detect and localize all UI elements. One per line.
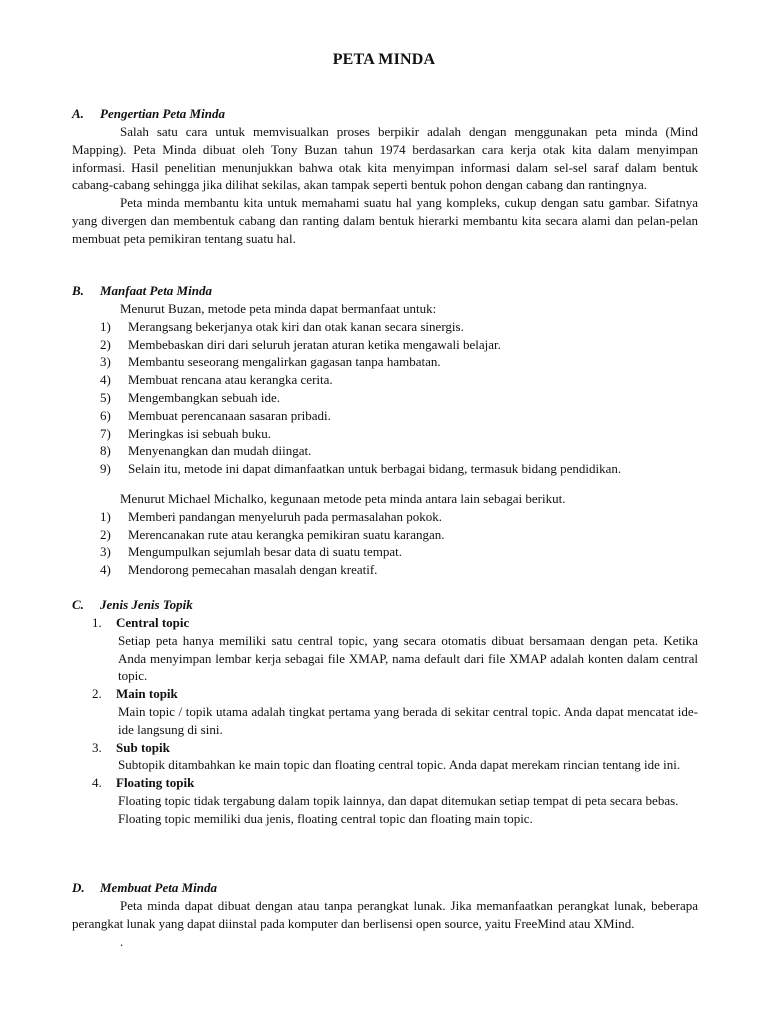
section-c-heading xyxy=(72,596,698,614)
list-item xyxy=(72,407,698,425)
topic-body: Subtopik ditambahkan ke main topic dan floating central topic. Anda dapat merekam rincian tentang ide ini. xyxy=(118,757,681,773)
list-item xyxy=(72,442,698,460)
topic-number: 3. xyxy=(92,739,102,755)
list-item xyxy=(72,561,698,579)
section-a-paragraph-1 xyxy=(72,123,698,194)
list-item xyxy=(72,389,698,407)
list-item xyxy=(72,526,698,544)
list-item-text: Memberi pandangan menyeluruh pada permasalahan pokok. xyxy=(128,508,443,524)
section-b-list-1 xyxy=(72,318,698,478)
list-item-text: Merencanakan rute atau kerangka pemikiran suatu karangan. xyxy=(128,526,445,542)
topic-body-2: Floating topic memiliki dua jenis, floating central topic dan floating main topic. xyxy=(118,810,533,826)
section-d-letter: D. xyxy=(72,880,85,895)
list-item-text: Menyenangkan dan mudah diingat. xyxy=(128,443,312,459)
list-item xyxy=(72,508,698,526)
topic-body: Main topic / topik utama adalah tingkat pertama yang berada di sekitar central topic. Anda dapat mencatat ide-ide langsung di sini. xyxy=(118,703,698,737)
topic-title: Floating topik xyxy=(116,775,195,791)
topic-title: Central topic xyxy=(116,615,190,630)
section-a-letter: A. xyxy=(72,106,84,121)
list-item-text: Mengumpulkan sejumlah besar data di suatu tempat. xyxy=(128,544,403,560)
list-item-number: 7) xyxy=(100,425,111,441)
list-item-number: 3) xyxy=(100,354,111,370)
list-item-text: Mendorong pemecahan masalah dengan kreatif. xyxy=(128,562,378,578)
section-d-paragraph-text: Peta minda dapat dibuat dengan atau tanpa perangkat lunak. Jika memanfaatkan perangkat lunak, beberapa perangkat lunak yang dapat diinstal pada komputer dan berlisensi open source, yaitu FreeMind atau XMind. xyxy=(72,898,698,931)
list-item-number: 6) xyxy=(100,407,111,423)
section-d xyxy=(72,879,698,950)
section-a-paragraph-1-text: Salah satu cara untuk memvisualkan proses berpikir adalah dengan menggunakan peta minda (Mind Mapping). Peta Minda dibuat oleh Tony Buzan tahun 1974 berdasarkan cara kerja otak kita dalam menyimpan informasi. Hasil penelitian menunjukkan bahwa otak kita menyimpan informasi dalam sel-sel saraf dalam bentuk cabang-cabang sehingga jika dilihat sekilas, akan tampak seperti bentuk pohon dengan cabang dan rantingnya. xyxy=(72,124,698,193)
section-a-title: Pengertian Peta Minda xyxy=(100,106,225,121)
topic-title: Main topik xyxy=(116,686,178,702)
section-c-letter: C. xyxy=(72,597,84,612)
section-a-heading xyxy=(72,105,698,123)
section-a xyxy=(72,105,698,248)
list-item-number: 5) xyxy=(100,389,111,405)
section-c xyxy=(72,596,698,828)
section-b-heading xyxy=(72,282,698,300)
list-item xyxy=(72,353,698,371)
list-item-number: 9) xyxy=(100,461,111,477)
topic-item-floating xyxy=(72,774,698,827)
list-item-number: 8) xyxy=(100,443,111,459)
list-item xyxy=(72,460,698,478)
list-item-text: Membantu seseorang mengalirkan gagasan tanpa hambatan. xyxy=(128,354,441,370)
topic-title: Sub topik xyxy=(116,739,170,755)
list-item-number: 2) xyxy=(100,336,111,352)
list-item-text: Mengembangkan sebuah ide. xyxy=(128,389,280,405)
page-title: PETA MINDA xyxy=(332,51,436,68)
list-item xyxy=(72,543,698,561)
list-item-number: 2) xyxy=(100,526,111,542)
list-item-text: Membuat rencana atau kerangka cerita. xyxy=(128,372,333,388)
topic-item-sub xyxy=(72,739,698,775)
topic-body: Floating topic tidak tergabung dalam topik lainnya, dan dapat ditemukan setiap tempat di peta secara bebas. xyxy=(118,792,679,808)
list-item-text: Merangsang bekerjanya otak kiri dan otak kanan secara sinergis. xyxy=(128,318,464,334)
topic-number: 2. xyxy=(92,686,102,702)
list-item-text: Meringkas isi sebuah buku. xyxy=(128,425,271,441)
list-item-number: 4) xyxy=(100,562,111,578)
section-d-heading xyxy=(72,879,698,897)
section-b-intro-1: Menurut Buzan, metode peta minda dapat bermanfaat untuk: xyxy=(120,301,437,316)
section-d-title: Membuat Peta Minda xyxy=(100,880,218,895)
trailing-dot: . xyxy=(120,933,124,949)
list-item xyxy=(72,425,698,443)
list-item-text: Membebaskan diri dari seluruh jeratan aturan ketika mengawali belajar. xyxy=(128,336,501,352)
section-c-title: Jenis Jenis Topik xyxy=(100,597,193,612)
list-item-number: 1) xyxy=(100,318,111,334)
list-item xyxy=(72,371,698,389)
list-item-number: 4) xyxy=(100,372,111,388)
list-item-number: 3) xyxy=(100,544,111,560)
list-item xyxy=(72,318,698,336)
section-b xyxy=(72,282,698,579)
list-item-text: Selain itu, metode ini dapat dimanfaatkan untuk berbagai bidang, termasuk bidang pendidikan. xyxy=(128,461,622,477)
list-item xyxy=(72,336,698,354)
section-a-paragraph-2-text: Peta minda membantu kita untuk memahami suatu hal yang kompleks, cukup dengan satu gambar. Sifatnya yang divergen dan membentuk cabang dan ranting dalam bentuk hierarki membantu kita secara alami dan pelan-pelan membuat peta pemikiran tentang suatu hal. xyxy=(72,195,698,246)
list-item-text: Membuat perencanaan sasaran pribadi. xyxy=(128,407,331,423)
topic-body: Setiap peta hanya memiliki satu central topic, yang secara otomatis dibuat bersamaan dengan peta. Ketika Anda menyimpan lembar kerja sebagai file XMAP, nama default dari file XMAP adalah konten dalam central topic. xyxy=(118,632,698,684)
topic-number: 1. xyxy=(92,615,102,630)
section-a-paragraph-2 xyxy=(72,194,698,247)
topic-number: 4. xyxy=(92,775,102,791)
section-b-title: Manfaat Peta Minda xyxy=(100,283,212,298)
topic-item-main xyxy=(72,685,698,738)
section-b-intro-2: Menurut Michael Michalko, kegunaan metode peta minda antara lain sebagai berikut. xyxy=(120,490,566,506)
topic-item-central xyxy=(72,614,698,685)
section-b-list-2 xyxy=(72,508,698,579)
section-b-letter: B. xyxy=(72,283,84,298)
section-d-paragraph xyxy=(72,897,698,933)
list-item-number: 1) xyxy=(100,508,111,524)
